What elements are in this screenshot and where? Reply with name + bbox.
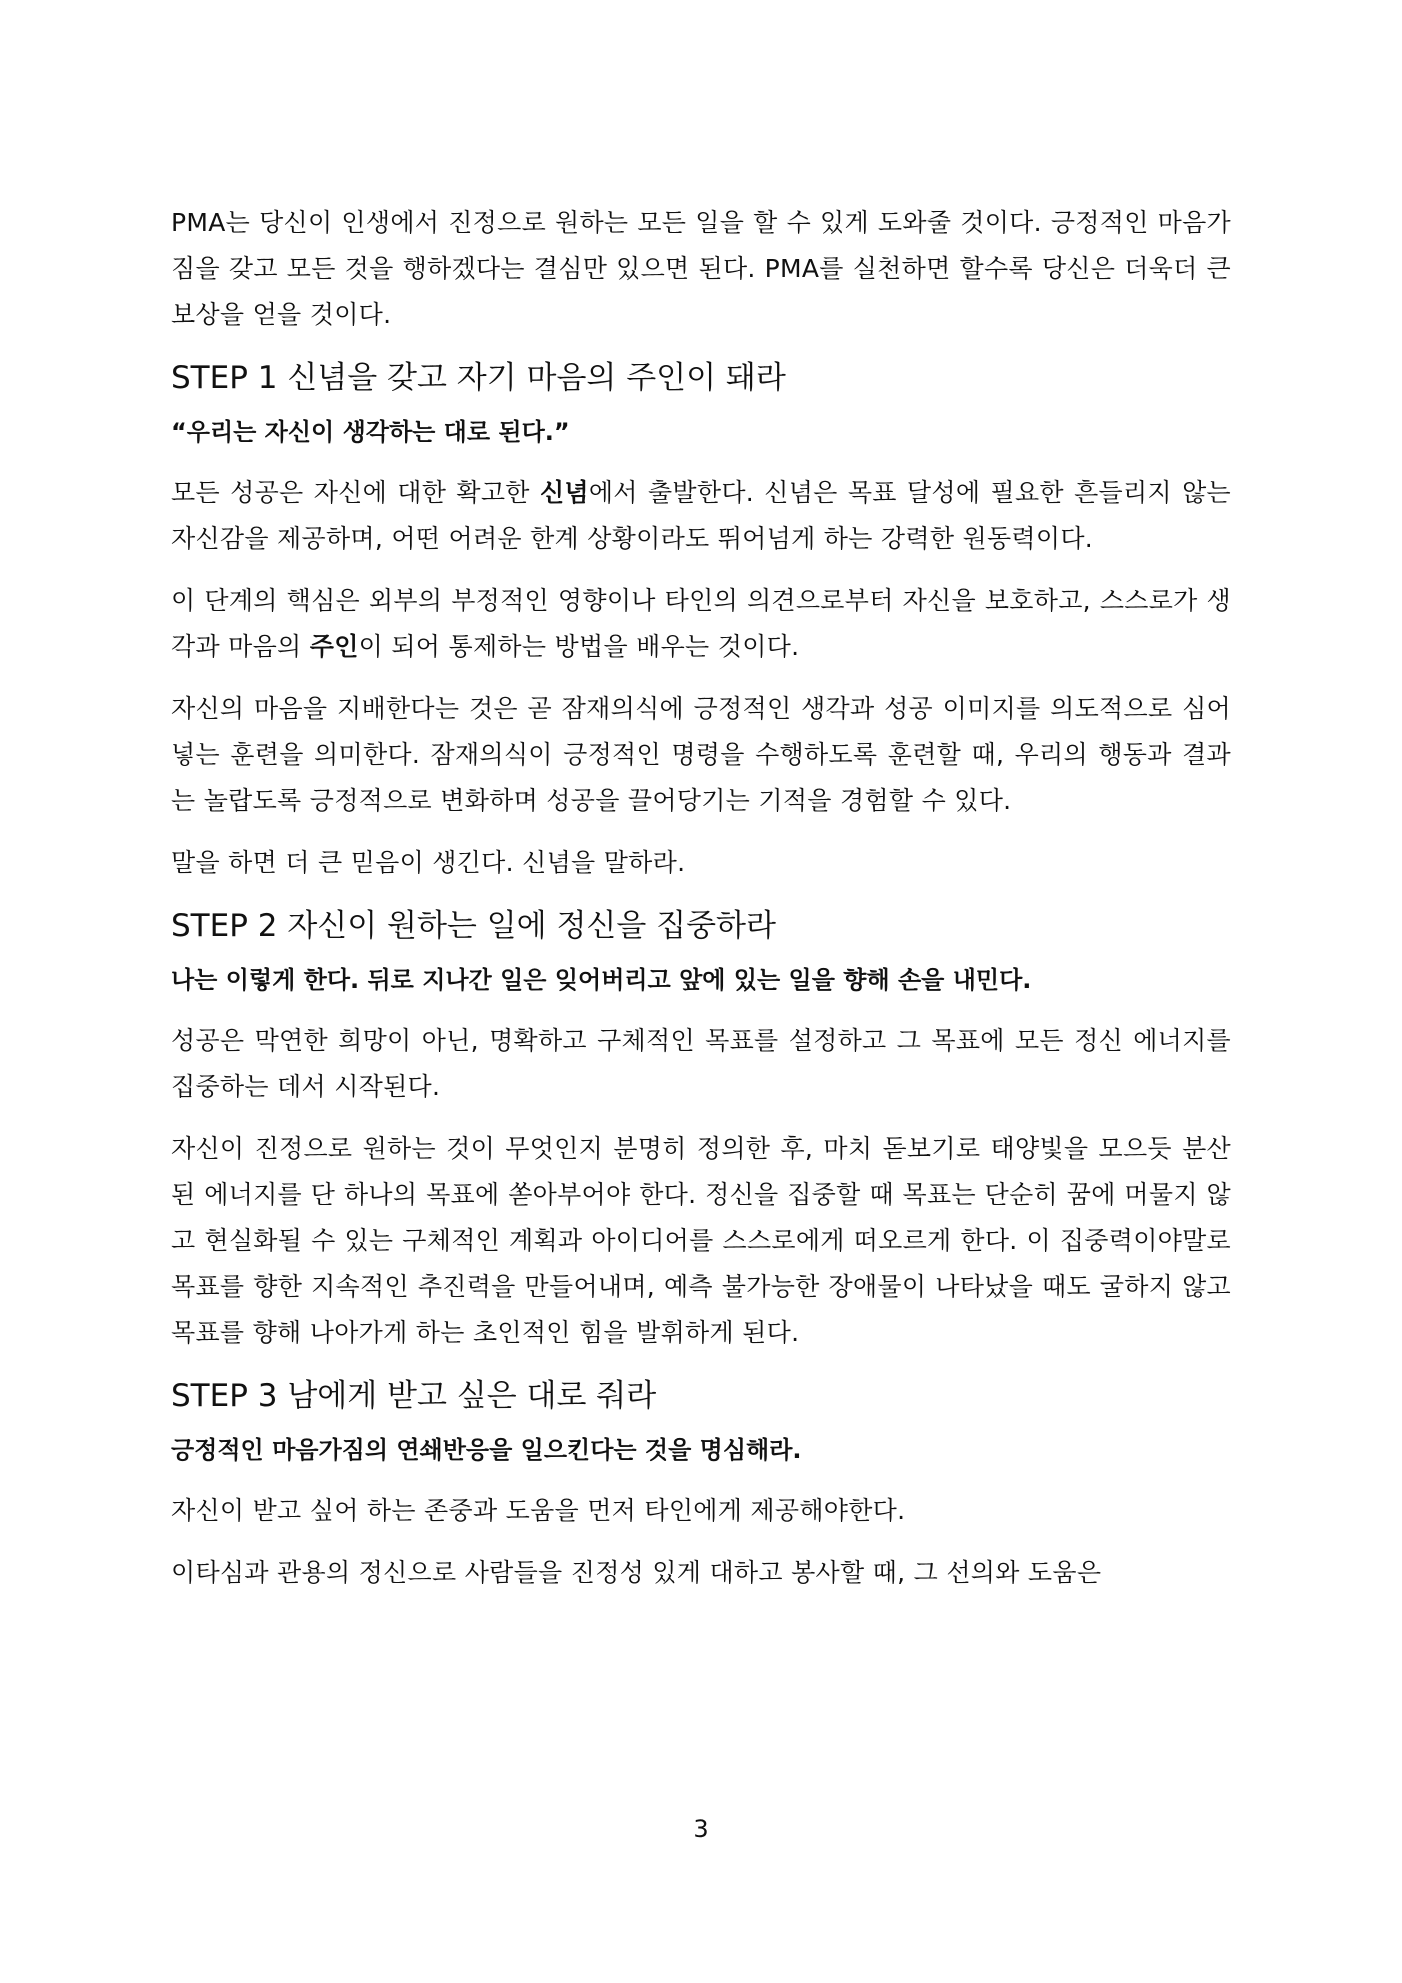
step2-paragraph-2: 자신이 진정으로 원하는 것이 무엇인지 분명히 정의한 후, 마치 돋보기로 태양빛을 모으듯 분산된 에너지를 단 하나의 목표에 쏟아부어야 한다. 정신을 집중할 때 목표는 단순히 꿈에 머물지 않고 현실화될 수 있는 구체적인 계획과 아이디어를 스스로에게 떠오르게 한다. 이 집중력이야말로 목표를 향한 지속적인 추진력을 만들어내며, 예측 불가능한 장애물이 나타났을 때도 굴하지 않고 목표를 향해 나아가게 하는 초인적인 힘을 발휘하게 된다. [171,1134,1231,1347]
step2-quote: 나는 이렇게 한다. 뒤로 지나간 일은 잊어버리고 앞에 있는 일을 향해 손을 내민다. [171,966,1032,994]
step1-paragraph-4: 말을 하면 더 큰 믿음이 생긴다. 신념을 말하라. [171,848,686,877]
page-content [171,200,1231,1612]
step1-p1-bold-word: 신념 [539,478,589,507]
step3-paragraph-2: 이타심과 관용의 정신으로 사람들을 진정성 있게 대하고 봉사할 때, 그 선의와 도움은 [171,1558,1102,1587]
step1-p2-bold-word: 주인 [309,632,359,661]
step2-paragraph-1: 성공은 막연한 희망이 아닌, 명확하고 구체적인 목표를 설정하고 그 목표에 모든 정신 에너지를 집중하는 데서 시작된다. [171,1026,1231,1101]
step1-p1-text-after: 에서 출발한다. 신념은 목표 달성에 필요한 흔들리지 않는 자신감을 제공하며, 어떤 어려운 한계 상황이라도 뛰어넘게 하는 강력한 원동력이다. [171,478,1231,553]
step1-paragraph-1 [171,470,1231,562]
step1-p1-text-before: 모든 성공은 자신에 대한 확고한 [171,478,540,507]
step3-heading: STEP 3 남에게 받고 싶은 대로 줘라 [171,1378,657,1414]
step3-paragraph-1: 자신이 받고 싶어 하는 존중과 도움을 먼저 타인에게 제공해야한다. [171,1496,906,1525]
step1-heading: STEP 1 신념을 갖고 자기 마음의 주인이 돼라 [171,360,786,396]
step1-paragraph-3: 자신의 마음을 지배한다는 것은 곧 잠재의식에 긍정적인 생각과 성공 이미지를 의도적으로 심어 넣는 훈련을 의미한다. 잠재의식이 긍정적인 명령을 수행하도록 훈련할 때, 우리의 행동과 결과는 놀랍도록 긍정적으로 변화하며 성공을 끌어당기는 기적을 경험할 수 있다. [171,694,1231,815]
page-number: 3 [693,1815,709,1843]
step1-p2-text-after: 이 되어 통제하는 방법을 배우는 것이다. [358,632,800,661]
intro-paragraph: PMA는 당신이 인생에서 진정으로 원하는 모든 일을 할 수 있게 도와줄 것이다. 긍정적인 마음가짐을 갖고 모든 것을 행하겠다는 결심만 있으면 된다. PMA를 실천하면 할수록 당신은 더욱더 큰 보상을 얻을 것이다. [171,208,1231,329]
step1-quote: “우리는 자신이 생각하는 대로 된다.” [171,418,570,446]
step1-p2-text-before: 이 단계의 핵심은 외부의 부정적인 영향이나 타인의 의견으로부터 자신을 보호하고, 스스로가 생각과 마음의 [171,586,1231,661]
step1-paragraph-2 [171,578,1231,670]
step2-heading: STEP 2 자신이 원하는 일에 정신을 집중하라 [171,908,776,944]
step3-quote: 긍정적인 마음가짐의 연쇄반응을 일으킨다는 것을 명심해라. [171,1436,802,1464]
